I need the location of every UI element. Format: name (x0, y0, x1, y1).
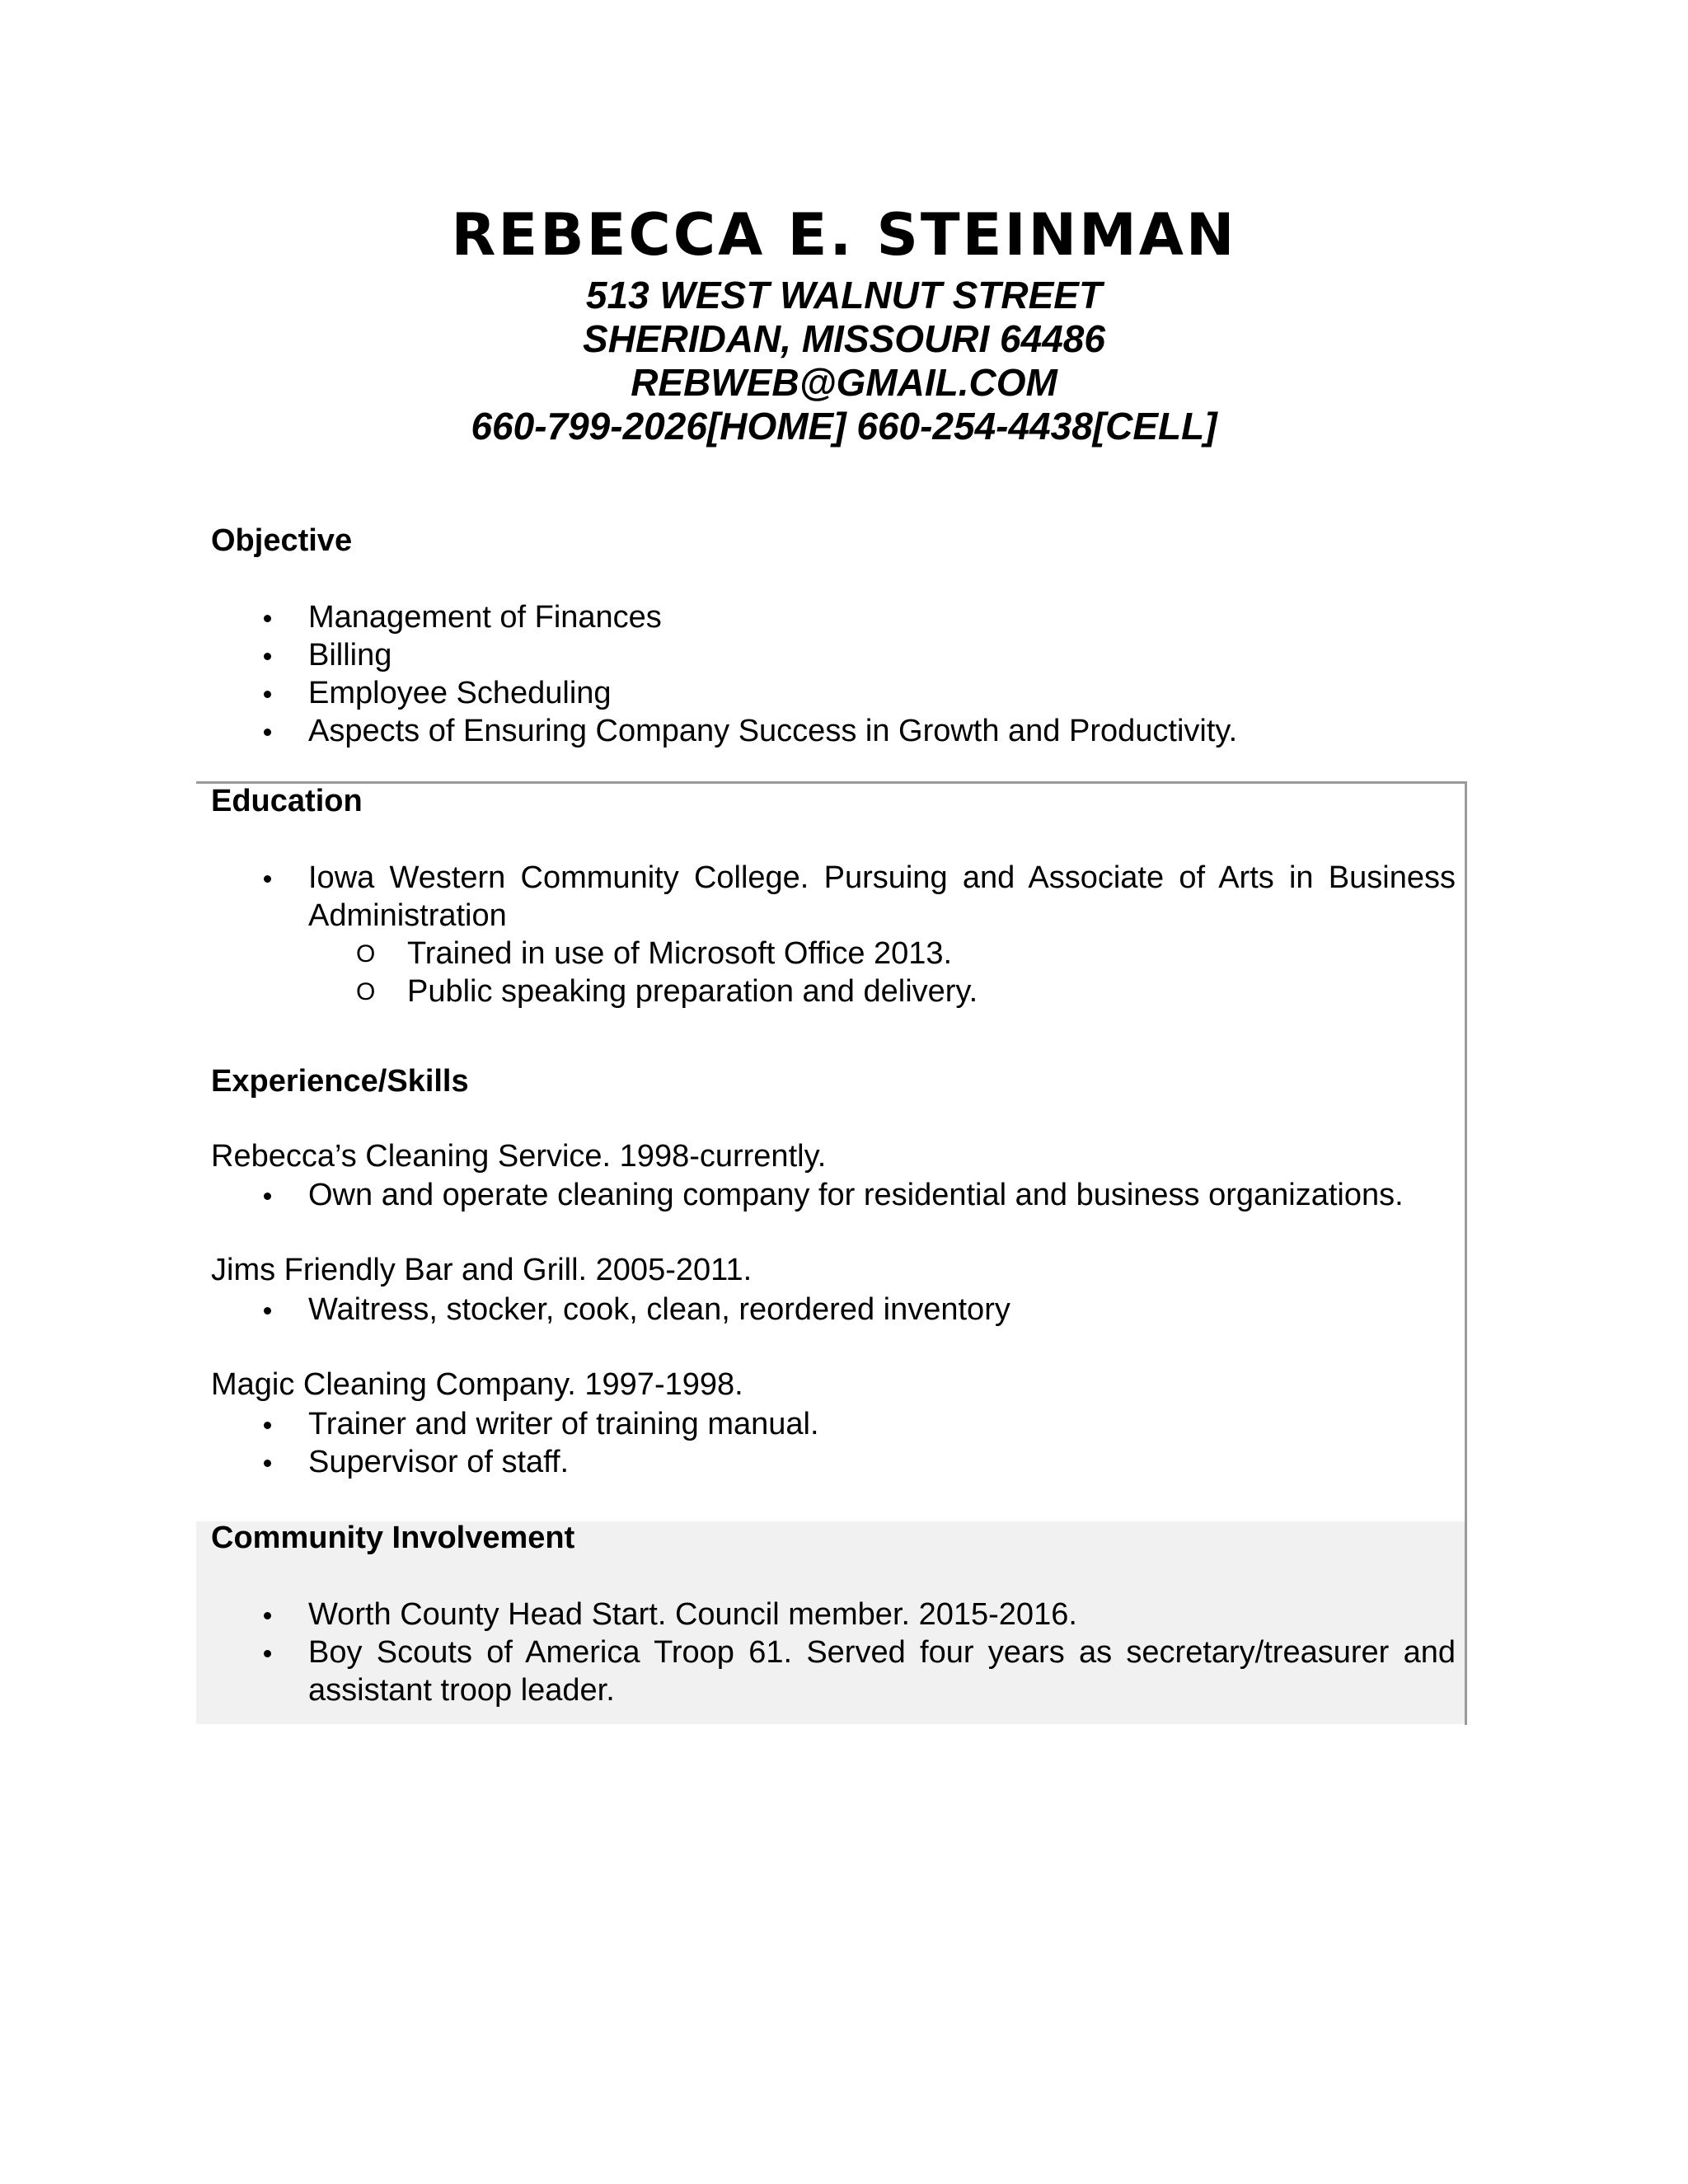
list-item-text: Management of Finances (308, 600, 662, 635)
list-item-text: Billing (308, 638, 392, 673)
section-border-top (196, 781, 1467, 784)
list-item (211, 1291, 1456, 1329)
objective-list (211, 598, 1456, 750)
school-text: Iowa Western Community College. Pursuing and Associate of Arts in Business Administration (308, 860, 1456, 933)
job-duties-list (211, 1405, 1456, 1481)
job-heading: Rebecca’s Cleaning Service. 1998-currently. (211, 1139, 827, 1174)
hollow-bullet-icon: O (356, 978, 376, 1005)
bullet-icon (264, 1650, 271, 1657)
bullet-icon (264, 615, 271, 622)
address-line-1: 513 WEST WALNUT STREET (585, 274, 1103, 316)
bullet-icon (264, 653, 271, 660)
bullet-icon (264, 729, 271, 736)
list-item-text: Aspects of Ensuring Company Success in Growth and Productivity. (308, 714, 1238, 748)
education-list (211, 859, 1456, 1010)
bullet-icon (264, 691, 271, 698)
job-duties-list (211, 1291, 1456, 1329)
section-border-right (1465, 781, 1467, 1725)
bullet-icon (264, 1422, 271, 1429)
community-heading: Community Involvement (211, 1521, 575, 1555)
list-item-text: Own and operate cleaning company for residential and business organizations. (308, 1178, 1404, 1212)
bullet-icon (264, 875, 271, 883)
sub-list-item-text: Trained in use of Microsoft Office 2013. (407, 936, 953, 971)
email-address: REBWEB@GMAIL.COM (631, 361, 1057, 404)
address-line-2: SHERIDAN, MISSOURI 64486 (583, 317, 1105, 360)
job-heading: Jims Friendly Bar and Grill. 2005-2011. (211, 1253, 753, 1287)
education-heading: Education (211, 784, 363, 818)
sub-list-item (308, 935, 1456, 972)
list-item (211, 1176, 1456, 1214)
objective-heading: Objective (211, 523, 353, 558)
list-item-text: Trainer and writer of training manual. (308, 1407, 819, 1441)
bullet-icon (264, 1307, 271, 1315)
list-item-text: Employee Scheduling (308, 676, 612, 710)
list-item (211, 598, 1456, 636)
list-item (211, 674, 1456, 712)
sub-list-container (211, 935, 1456, 1010)
list-item (211, 1405, 1456, 1443)
education-sub-list (308, 935, 1456, 1010)
bullet-icon (264, 1460, 271, 1467)
community-list (211, 1596, 1456, 1709)
list-item-text: Boy Scouts of America Troop 61. Served four years as secretary/treasurer and assistant troop leader. (308, 1635, 1456, 1708)
job-heading: Magic Cleaning Company. 1997-1998. (211, 1367, 743, 1402)
list-item (211, 1633, 1456, 1709)
bullet-icon (264, 1193, 271, 1200)
list-item-text: Waitress, stocker, cook, clean, reordered inventory (308, 1292, 1010, 1327)
sub-list-item-text: Public speaking preparation and delivery. (407, 974, 978, 1009)
list-item (211, 636, 1456, 674)
experience-heading: Experience/Skills (211, 1064, 469, 1099)
job-duties-list (211, 1176, 1456, 1214)
list-item (211, 1443, 1456, 1481)
hollow-bullet-icon: O (356, 940, 376, 968)
list-item-text: Worth County Head Start. Council member. 2015-2016. (308, 1597, 1077, 1632)
applicant-name: REBECCA E. STEINMAN (451, 201, 1237, 269)
list-item (211, 1596, 1456, 1633)
bullet-icon (264, 1612, 271, 1619)
sub-list-item (308, 972, 1456, 1010)
resume-header (0, 198, 1688, 448)
list-item (211, 712, 1456, 750)
list-item (211, 859, 1456, 935)
phone-numbers: 660-799-2026[HOME] 660-254-4438[CELL] (471, 405, 1217, 448)
list-item-text: Supervisor of staff. (308, 1445, 570, 1479)
